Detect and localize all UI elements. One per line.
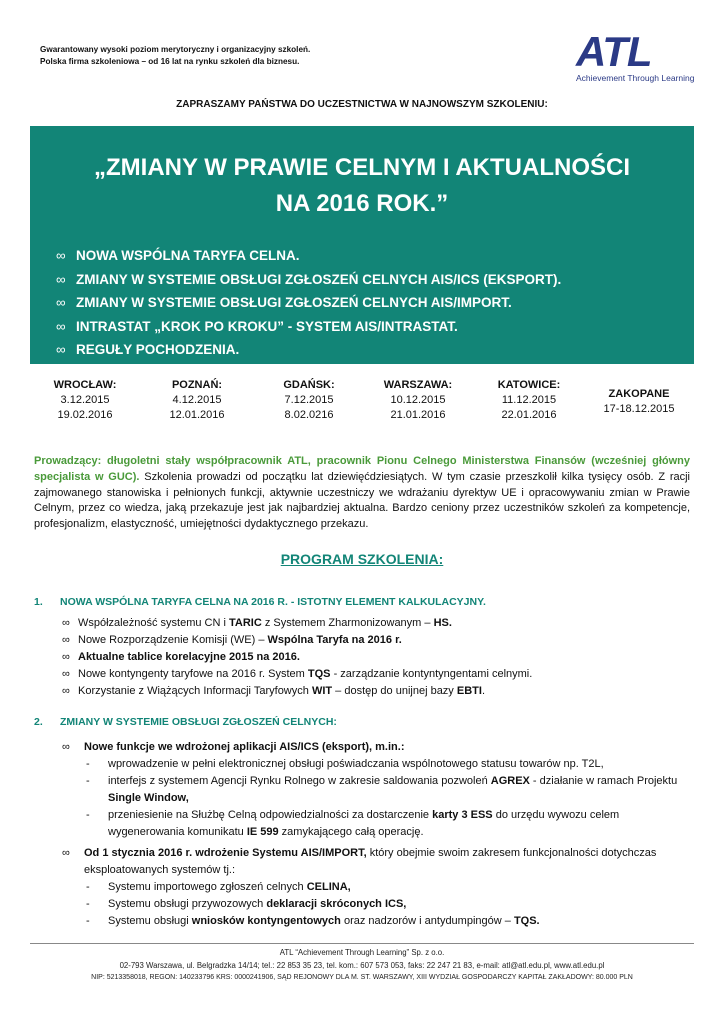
city-gdansk: GDAŃSK: 7.12.2015 8.02.0216 [283,379,335,421]
course-title-line-2: NA 2016 ROK.” [275,190,449,217]
city-katowice: KATOWICE: 11.12.2015 22.01.2016 [497,379,561,421]
sub-item: - interfejs z systemem Agencji Rynku Rolnego w zakresie saldowania pozwoleń AGREX - działanie w ramach Projektu Single Window, [82,773,682,807]
logo-text: ATL [576,28,652,75]
footer-company: ATL “Achievement Through Learning” Sp. z o.o. [279,948,445,957]
city-wroclaw: WROCŁAW: 3.12.2015 19.02.2016 [53,379,117,421]
course-banner [30,126,694,364]
topic-item: ∞ INTRASTAT „KROK PO KROKU” - SYSTEM AIS/INTRASTAT. [56,315,561,339]
footer-contact: 02-793 Warszawa, ul. Belgradzka 14/14; tel.: 22 853 35 23, tel. kom.: 607 573 053, faks: 22 247 21 83, e-mail: atl@atl.edu.pl, www.atl.edu.pl [119,960,605,970]
list-item: ∞ Nowe kontyngenty taryfowe na 2016 r. System TQS - zarządzanie kontyntyngentami celnymi. [62,666,532,683]
section-1-list [62,615,532,700]
list-item: ∞ Od 1 stycznia 2016 r. wdrożenie Systemu AIS/IMPORT, który obejmie swoim zakresem funkcjonalności dotychczas eksploatowanych systemów tj.: [62,847,657,876]
sub-list [62,756,682,841]
infinity-bullet-icon: ∞ [62,651,70,663]
course-title [30,150,694,222]
section-2-block-a [62,739,682,841]
logo-subtitle: Achievement Through Learning [576,73,695,83]
list-item: ∞ Nowe funkcje we wdrożonej aplikacji AIS/ICS (eksport), m.in.: [62,739,682,756]
sub-item: - przeniesienie na Służbę Celną odpowiedzialności za dostarczenie karty 3 ESS do urzędu wywozu celem wygenerowania komunikatu IE 599 zamykającego całą operację. [82,807,682,841]
trainer-body: Szkolenia prowadzi od początku lat dziewięćdziesiątych. W tym czasie przeszkolił kilka tysięcy osób. Z racji zajmowanego stanowiska i pełnionych funkcji, aktywnie uczestniczy we wdrażaniu dyrektyw UE i opracowywaniu zmian w Prawie Celnym, przez co wiedza, jaką przekazuje jest jak najbardziej aktualna. Bardzo ceniony przez uczestników szkoleń za kompetencje, profesjonalizm, elastyczność, umiejętności dydaktycznego przekazu. [34,470,690,531]
sub-item: - wprowadzenie w pełni elektronicznej obsługi poświadczania wspólnotowego statusu towarów np. T2L, [82,756,682,773]
trainer-highlight: Prowadzący: długoletni stały współpracownik ATL, pracownik Pionu Celnego Ministerstwa Finansów (wcześniej główny specjalista w GUC). [34,455,690,483]
invite-text: ZAPRASZAMY PAŃSTWA DO UCZESTNICTWA W NAJNOWSZYM SZKOLENIU: [176,99,548,110]
sub-list [62,879,682,930]
infinity-bullet-icon: ∞ [62,668,70,680]
tagline-line-2: Polska firma szkoleniowa – od 16 lat na rynku szkoleń dla biznesu. [40,56,300,66]
infinity-bullet-icon: ∞ [56,271,66,287]
city-poznan: POZNAŃ: 4.12.2015 12.01.2016 [169,379,225,421]
topic-item: ∞ NOWA WSPÓLNA TARYFA CELNA. [56,244,561,268]
course-title-line-1: „ZMIANY W PRAWIE CELNYM I AKTUALNOŚCI [94,154,630,181]
list-item: ∞ Korzystanie z Wiążących Informacji Taryfowych WIT – dostęp do unijnej bazy EBTI. [62,683,532,700]
infinity-bullet-icon: ∞ [62,685,70,697]
list-item: ∞ Aktualne tablice korelacyjne 2015 na 2016. [62,649,532,666]
infinity-bullet-icon: ∞ [62,847,70,859]
infinity-bullet-icon: ∞ [62,741,70,753]
topic-list [56,244,561,362]
city-zakopane: ZAKOPANE 17-18.12.2015 [603,388,675,415]
infinity-bullet-icon: ∞ [56,342,66,357]
infinity-bullet-icon: ∞ [56,318,66,334]
sub-item: - Systemu obsługi przywozowych deklaracji skróconych ICS, [82,896,682,913]
list-item: ∞ Współzależność systemu CN i TARIC z Systemem Zharmonizowanym – HS. [62,615,532,632]
section-1-heading: 1. NOWA WSPÓLNA TARYFA CELNA NA 2016 R. - ISTOTNY ELEMENT KALKULACYJNY. [34,596,486,608]
city-schedule [30,378,694,428]
footer-registration: NIP: 5213358018, REGON: 140233796 KRS: 0000241906, SĄD REJONOWY DLA M. ST. WARSZAWY, XIII WYDZIAŁ GOSPODARCZY KAPITAŁ ZAKŁADOWY: 80.000 PLN [91,974,633,981]
tagline-line-1: Gwarantowany wysoki poziom merytoryczny i organizacyjny szkoleń. [40,45,311,54]
header-tagline [40,44,310,67]
infinity-bullet-icon: ∞ [62,634,70,646]
city-warszawa: WARSZAWA: 10.12.2015 21.01.2016 [383,379,453,421]
sub-item: - Systemu obsługi wniosków kontyngentowych oraz nadzorów i antydumpingów – TQS. [82,913,682,930]
infinity-bullet-icon: ∞ [56,295,66,310]
list-item: ∞ Nowe Rozporządzenie Komisji (WE) – Wspólna Taryfa na 2016 r. [62,632,532,649]
topic-item: ∞ ZMIANY W SYSTEMIE OBSŁUGI ZGŁOSZEŃ CELNYCH AIS/ICS (EKSPORT). [56,268,561,292]
infinity-bullet-icon: ∞ [56,248,66,263]
section-2-heading: 2. ZMIANY W SYSTEMIE OBSŁUGI ZGŁOSZEŃ CELNYCH: [34,716,337,728]
topic-item: ∞ ZMIANY W SYSTEMIE OBSŁUGI ZGŁOSZEŃ CELNYCH AIS/IMPORT. [56,291,561,315]
topic-item: ∞ REGUŁY POCHODZENIA. [56,338,561,362]
sub-item: - Systemu importowego zgłoszeń celnych CELINA, [82,879,682,896]
trainer-description [34,454,690,533]
atl-logo [574,28,695,86]
section-2-block-b [62,845,682,930]
infinity-bullet-icon: ∞ [62,617,70,629]
page-footer [30,943,694,985]
program-title: PROGRAM SZKOLENIA: [280,551,444,567]
